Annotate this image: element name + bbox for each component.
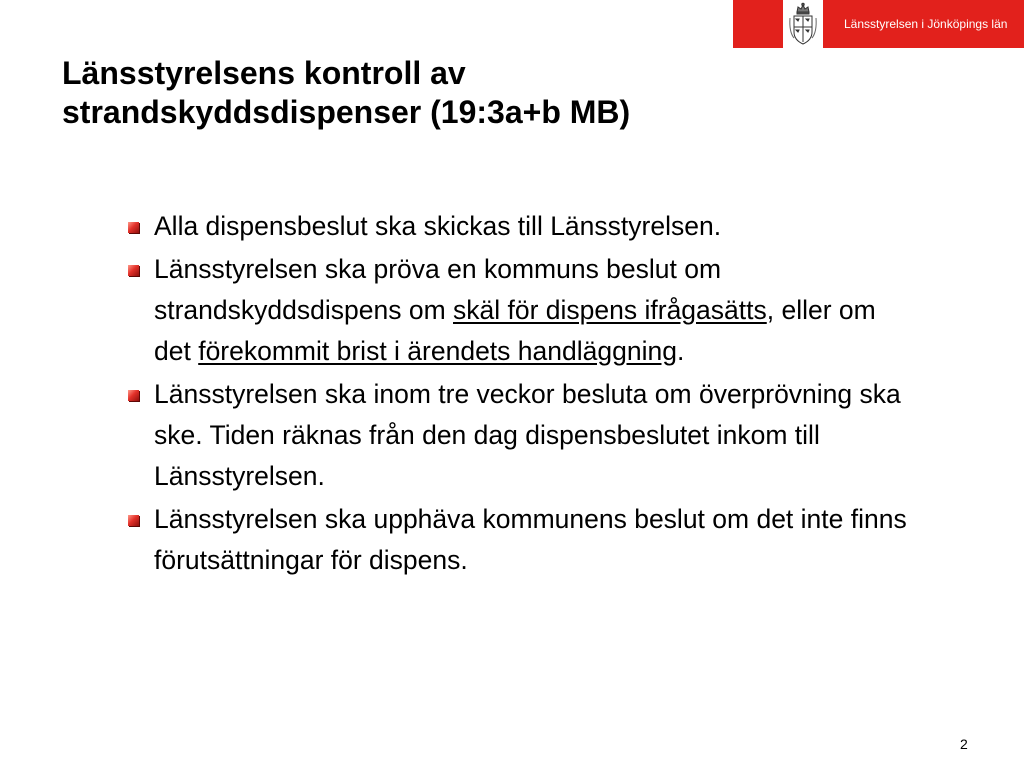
bullet-list: [122, 206, 912, 583]
logo: [783, 0, 823, 48]
bullet-text: Alla dispensbeslut ska skickas till Länsstyrelsen.: [154, 211, 722, 241]
bullet-text: Länsstyrelsen ska inom tre veckor besluta om överprövning ska ske. Tiden räknas från den dag dispensbeslutet inkom till Länsstyrelsen.: [154, 379, 901, 491]
bullet-text: .: [676, 336, 685, 366]
page-number: 2: [960, 736, 968, 752]
bullet-text: , eller om det: [154, 295, 876, 366]
bullet-marker-icon: [128, 222, 139, 233]
bullet-text: Länsstyrelsen ska upphäva kommunens beslut om det inte finns förutsättningar för dispens.: [154, 504, 907, 575]
bullet-marker-icon: [128, 390, 139, 401]
bullet-marker-icon: [128, 515, 139, 526]
underlined-phrase: skäl för dispens ifrågasätts: [453, 295, 767, 325]
header-banner: [733, 0, 1024, 48]
underlined-phrase: förekommit brist i ärendets handläggning: [198, 336, 677, 366]
coat-of-arms-icon: [788, 2, 818, 46]
bullet-item: [122, 249, 912, 372]
bullet-item: [122, 206, 912, 247]
bullet-text: Länsstyrelsen ska pröva en kommuns beslut om strandskyddsdispens om: [154, 254, 722, 325]
slide-title: Länsstyrelsens kontroll av strandskyddsdispenser (19:3a+b MB): [62, 55, 631, 130]
bullet-item: [122, 499, 912, 581]
organization-name: Länsstyrelsen i Jönköpings län: [844, 17, 1008, 31]
bullet-marker-icon: [128, 265, 139, 276]
bullet-item: [122, 374, 912, 497]
